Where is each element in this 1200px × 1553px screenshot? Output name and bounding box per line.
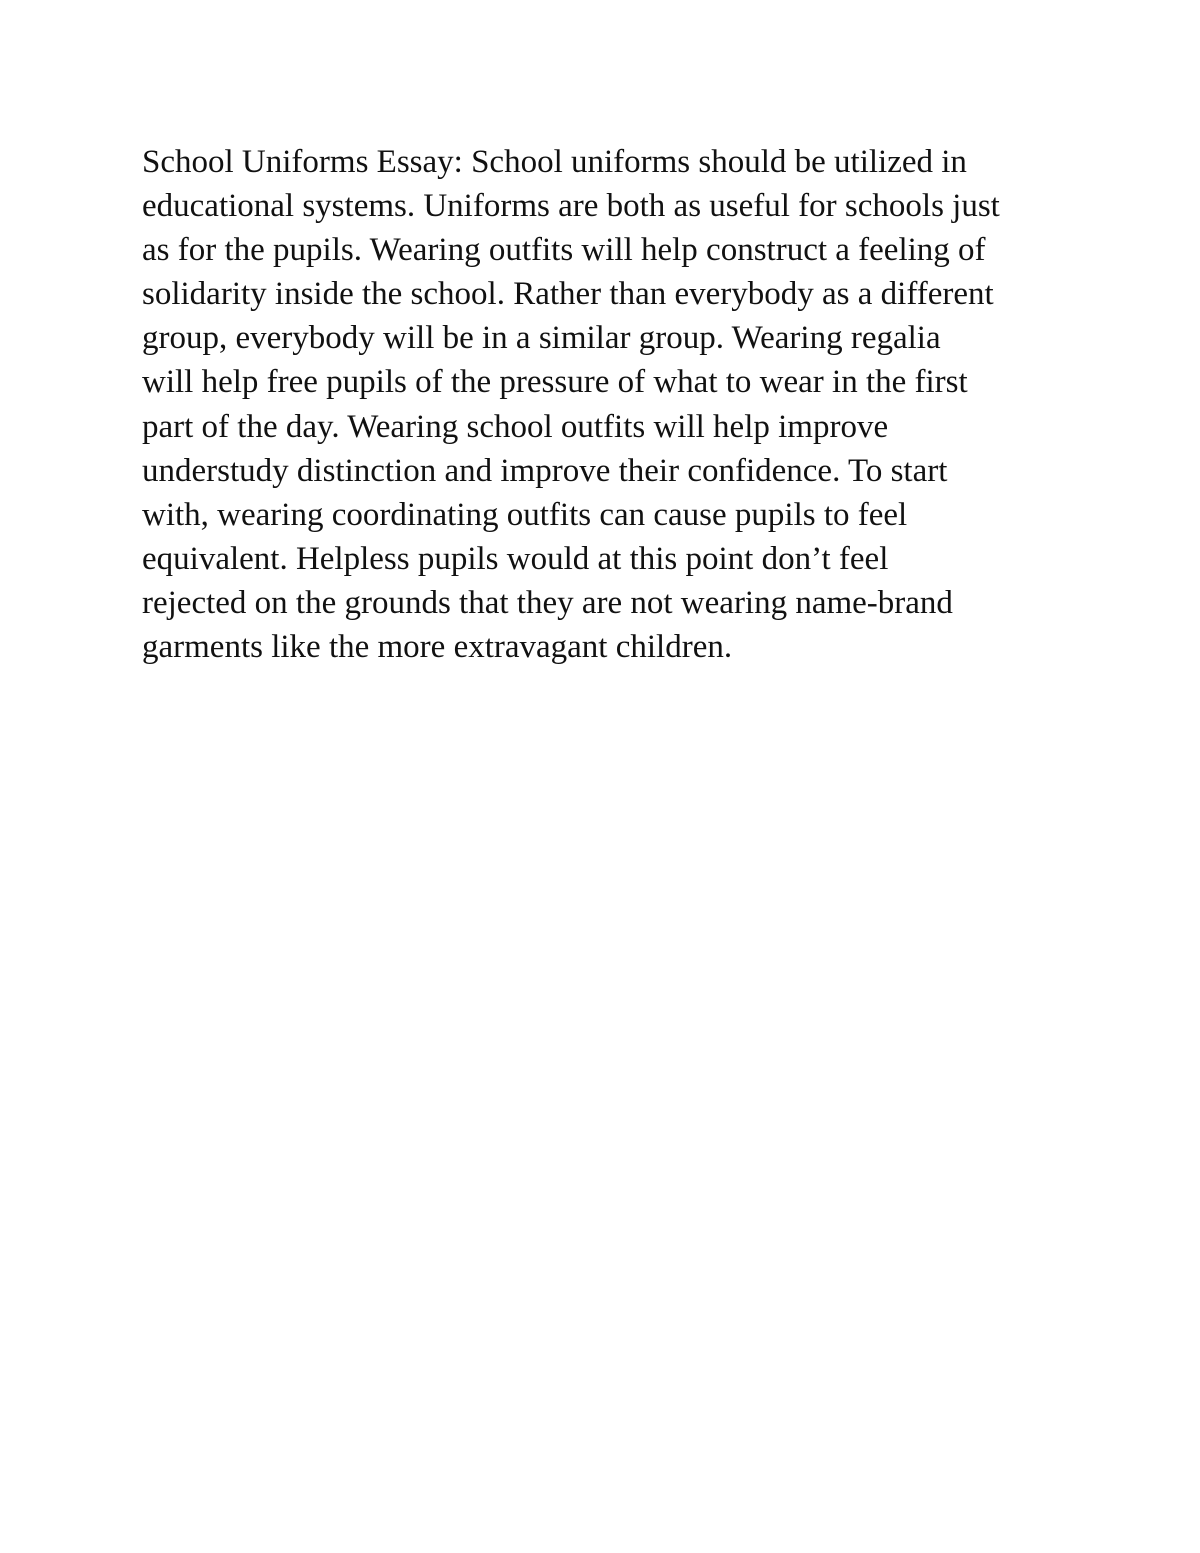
essay-line: educational systems. Uniforms are both as useful for schools just xyxy=(142,188,1000,225)
essay-line: School Uniforms Essay: School uniforms should be utilized in xyxy=(142,144,967,180)
essay-line: part of the day. Wearing school outfits will help improve xyxy=(142,408,889,445)
essay-line: garments like the more extravagant children. xyxy=(142,629,733,666)
essay-line: group, everybody will be in a similar group. Wearing regalia xyxy=(142,320,941,357)
essay-line: understudy distinction and improve their confidence. To start xyxy=(142,452,948,489)
essay-line: will help free pupils of the pressure of what to wear in the first xyxy=(142,364,968,401)
essay-line: equivalent. Helpless pupils would at this point don’t feel xyxy=(142,540,889,577)
essay-line: with, wearing coordinating outfits can cause pupils to feel xyxy=(142,496,908,533)
essay-line: as for the pupils. Wearing outfits will help construct a feeling of xyxy=(142,232,986,269)
essay-paragraph xyxy=(142,140,1082,669)
essay-line: solidarity inside the school. Rather than everybody as a different xyxy=(142,276,994,313)
essay-line: rejected on the grounds that they are not wearing name-brand xyxy=(142,584,953,621)
